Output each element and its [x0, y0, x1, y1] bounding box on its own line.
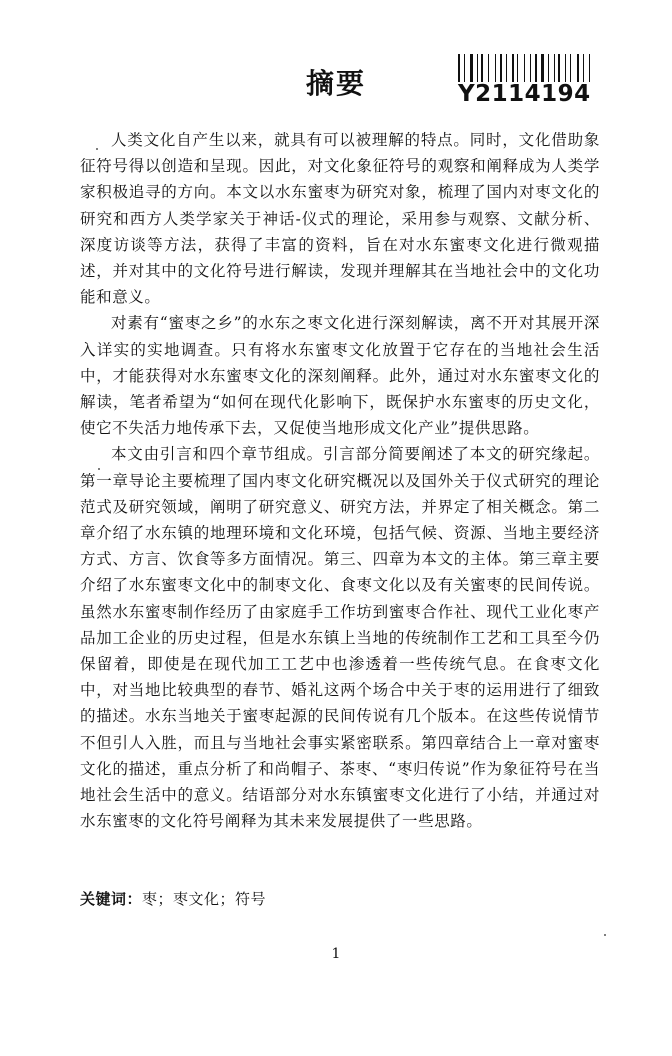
barcode-bar — [458, 54, 460, 82]
abstract-paragraph-2: 对素有“蜜枣之乡”的水东之枣文化进行深刻解读，离不开对其展开深入详实的实地调查。只有将水东蜜枣文化放置于它存在的当地社会生活中，才能获得对水东蜜枣文化的深刻阐释。此外，通过对水东蜜枣文化的解读，笔者希望为“如何在现代化影响下，既保护水东蜜枣的历史文化，使它不失活力地传承下去，又促使当地形成文化产业”提供思路。 — [80, 314, 600, 438]
barcode-bar — [485, 54, 487, 82]
barcode-bar — [491, 54, 494, 82]
barcode-bar — [503, 54, 504, 82]
barcode-bar — [466, 54, 468, 82]
barcode-bar — [474, 54, 475, 82]
scan-speck — [604, 934, 606, 936]
keywords-value: 枣；枣文化；符号 — [142, 890, 267, 908]
barcode-bar — [538, 54, 539, 82]
barcode-bar — [517, 54, 518, 82]
barcode-bar — [508, 54, 510, 82]
barcode-bar — [572, 54, 575, 82]
abstract-paragraph-1: 人类文化自产生以来，就具有可以被理解的特点。同时，文化借助象征符号得以创造和呈现。因此，对文化象征符号的观察和阐释成为人类学家积极追寻的方向。本文以水东蜜枣为研究对象，梳理了国内对枣文化的研究和西方人类学家关于神话-仪式的理论，采用参与观察、文献分析、深度访谈等方法，获得了丰富的资料，旨在对水东蜜枣文化进行微观描述，并对其中的文化符号进行解读，发现并理解其在当地社会中的文化功能和意义。 — [80, 131, 600, 307]
barcode-bar — [527, 54, 529, 82]
scan-speck — [98, 468, 100, 470]
barcode-bar — [577, 54, 579, 82]
page-title: 摘要 — [305, 67, 366, 100]
barcode-bar — [548, 54, 549, 82]
barcode-bar — [556, 54, 557, 82]
barcode-bar — [545, 54, 546, 82]
barcode-bar — [520, 54, 523, 82]
barcode-bar — [495, 54, 496, 82]
barcode-bar — [580, 54, 581, 82]
barcode-label — [458, 54, 592, 106]
keywords-line — [80, 888, 266, 909]
barcode-bar — [554, 54, 555, 82]
barcode-bar — [583, 54, 584, 82]
page-number: 1 — [331, 946, 341, 962]
barcode-bar — [477, 54, 478, 82]
barcode-bar — [497, 54, 498, 82]
barcode-bar — [464, 54, 465, 82]
barcode-bar — [479, 54, 480, 82]
barcode-bar — [562, 54, 564, 82]
barcode-bar — [515, 54, 516, 82]
barcode-bar — [568, 54, 569, 82]
barcode-bar — [506, 54, 507, 82]
barcode-bar — [558, 54, 560, 82]
barcode-id: Y2114194 — [458, 81, 591, 107]
barcode-bar — [533, 54, 534, 82]
barcode-bar — [589, 54, 590, 82]
barcode-bar — [524, 54, 525, 82]
barcode-bar — [565, 54, 566, 82]
barcode-bar — [550, 54, 552, 82]
barcode-bar — [535, 54, 537, 82]
keywords-label: 关键词： — [80, 890, 143, 908]
barcode-bar — [470, 54, 473, 82]
barcode-bar — [530, 54, 531, 82]
barcode-bar — [512, 54, 514, 82]
barcode-bar — [461, 54, 462, 82]
barcode-bar — [481, 54, 483, 82]
barcode-bar — [570, 54, 571, 82]
barcode-bar — [585, 54, 587, 82]
abstract-body — [80, 127, 600, 834]
barcode-bar — [500, 54, 502, 82]
barcode-image — [458, 54, 592, 82]
barcode-bar — [591, 54, 592, 82]
barcode-bar — [541, 54, 544, 82]
barcode-bar — [488, 54, 489, 82]
abstract-paragraph-3: 本文由引言和四个章节组成。引言部分简要阐述了本文的研究缘起。第一章导论主要梳理了国内枣文化研究概况以及国外关于仪式研究的理论范式及研究领域，阐明了研究意义、研究方法，并界定了相关概念。第二章介绍了水东镇的地理环境和文化环境，包括气候、资源、当地主要经济方式、方言、饮食等多方面情况。第三、四章为本文的主体。第三章主要介绍了水东蜜枣文化中的制枣文化、食枣文化以及有关蜜枣的民间传说。虽然水东蜜枣制作经历了由家庭手工作坊到蜜枣合作社、现代工业化枣产品加工企业的历史过程，但是水东镇上当地的传统制作工艺和工具至今仍保留着，即使是在现代加工工艺中也渗透着一些传统气息。在食枣文化中，对当地比较典型的春节、婚礼这两个场合中关于枣的运用进行了细致的描述。水东当地关于蜜枣起源的民间传说有几个版本。在这些传说情节不但引人入胜，而且与当地社会事实紧密联系。第四章结合上一章对蜜枣文化的描述，重点分析了和尚帽子、茶枣、“枣归传说”作为象征符号在当地社会生活中的意义。结语部分对水东镇蜜枣文化进行了小结，并通过对水东蜜枣的文化符号阐释为其未来发展提供了一些思路。 — [80, 445, 600, 831]
scan-speck — [96, 148, 98, 150]
